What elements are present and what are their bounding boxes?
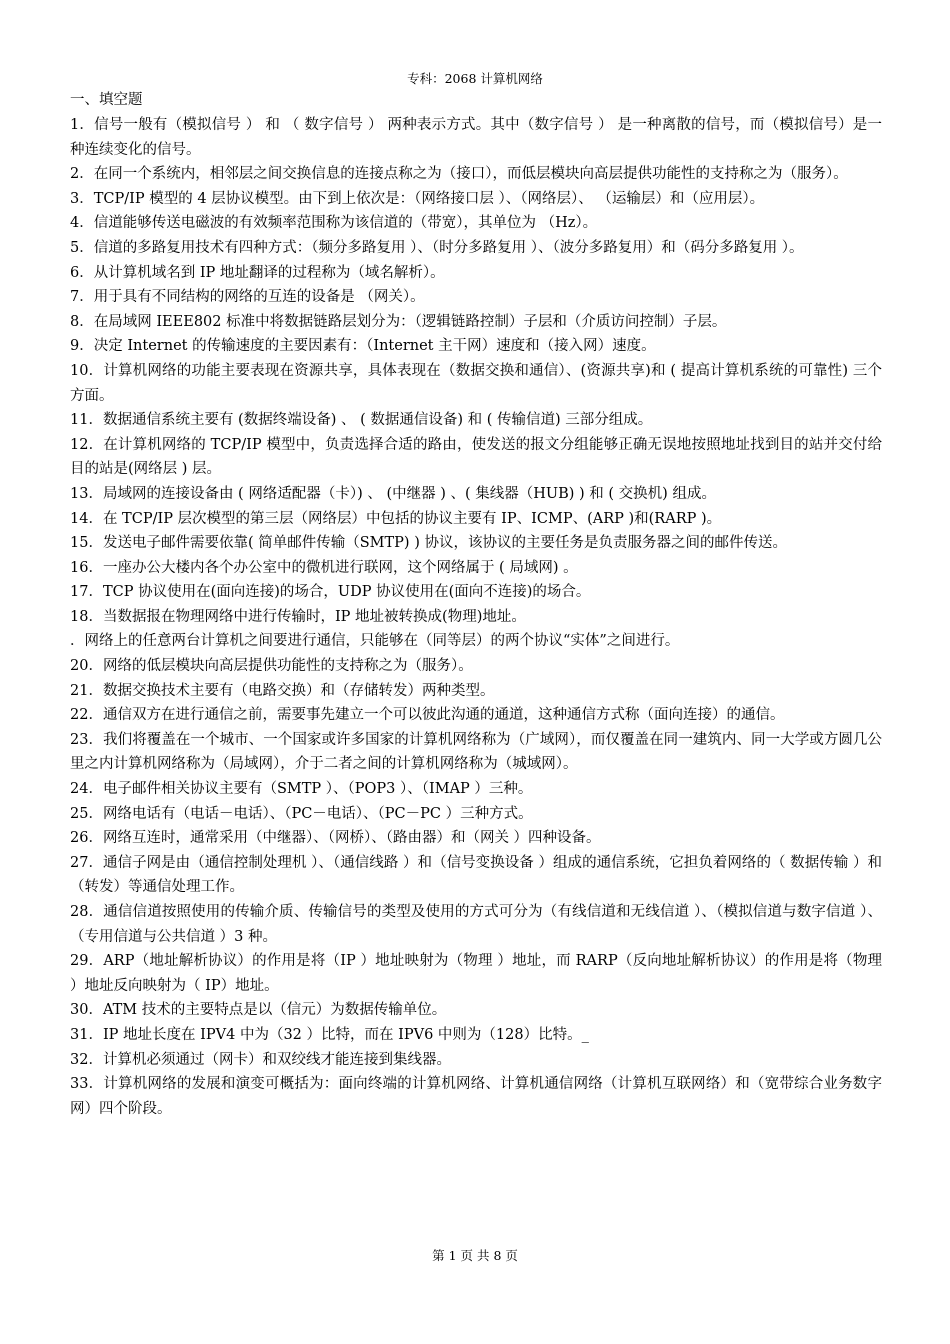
question-item: 2．在同一个系统内，相邻层之间交换信息的连接点称之为（接口），而低层模块向高层提供功能性的支持称之为（服务）。 [70,166,848,183]
question-item: 11．数据通信系统主要有 (数据终端设备) 、 ( 数据通信设备) 和 ( 传输信道) 三部分组成。 [70,412,653,429]
question-item: 28．通信信道按照使用的传输介质、传输信号的类型及使用的方式可分为（有线信道和无线信道 ）、（模拟信道与数字信道 ）、（专用信道与公共信道 ）3 种。 [70,904,882,945]
question-item: 13．局域网的连接设备由 ( 网络适配器（卡）) 、 (中继器 ) 、( 集线器（HUB) ) 和 ( 交换机) 组成。 [70,485,716,502]
question-item: 4．信道能够传送电磁波的有效频率范围称为该信道的（带宽），其单位为 （Hz）。 [70,215,598,232]
page-footer: 第 1 页 共 8 页 [432,1248,518,1263]
question-item: 5．信道的多路复用技术有四种方式：（频分多路复用 ）、（时分多路复用 ）、（波分多路复用）和（码分多路复用 ）。 [70,239,804,256]
question-item: 7．用于具有不同结构的网络的互连的设备是 （网关）。 [70,289,425,306]
question-item: 10．计算机网络的功能主要表现在资源共享，具体表现在（数据交换和通信）、(资源共享)和 ( 提高计算机系统的可靠性) 三个方面。 [70,362,882,404]
question-item: 30．ATM 技术的主要特点是以（信元）为数据传输单位。 [70,1002,447,1019]
question-item: ．网络上的任意两台计算机之间要进行通信，只能够在（同等层）的两个协议“实体”之间进行。 [70,633,680,650]
question-item: 15．发送电子邮件需要依靠( 简单邮件传输（SMTP) ) 协议，该协议的主要任务是负责服务器之间的邮件传送。 [70,535,787,552]
section-title: 一、填空题 [70,92,143,108]
question-item: 24．电子邮件相关协议主要有（SMTP ）、（POP3 ）、（IMAP ）三种。 [70,781,533,798]
question-item: 9．决定 Internet 的传输速度的主要因素有：（Internet 主干网）速度和（接入网）速度。 [70,338,656,355]
question-item: 23．我们将覆盖在一个城市、一个国家或许多国家的计算机网络称为（广域网），而仅覆盖在同一建筑内、同一大学或方圆几公里之内计算机网络称为（局域网），介于二者之间的计算机网络称为（城域网）。 [70,731,882,773]
question-item: 6．从计算机域名到 IP 地址翻译的过程称为（域名解析）。 [70,264,445,281]
question-item: 16．一座办公大楼内各个办公室中的微机进行联网，这个网络属于 ( 局域网) 。 [70,559,578,576]
question-item: 32．计算机必须通过（网卡）和双绞线才能连接到集线器。 [70,1051,451,1068]
question-item: 8．在局域网 IEEE802 标准中将数据链路层划分为：（逻辑链路控制）子层和（介质访问控制）子层。 [70,313,727,330]
question-item: 25．网络电话有（电话－电话）、（PC－电话）、（PC－PC ）三种方式。 [70,805,533,822]
question-item: 22．通信双方在进行通信之前，需要事先建立一个可以彼此沟通的通道，这种通信方式称（面向连接）的通信。 [70,707,785,724]
question-item: 26．网络互连时，通常采用（中继器）、（网桥）、（路由器）和（网关 ）四种设备。 [70,830,601,847]
question-item: 12．在计算机网络的 TCP/IP 模型中，负责选择合适的路由，使发送的报文分组能够正确无误地按照地址找到目的站并交付给目的站是(网络层 ) 层。 [70,436,882,478]
page-header: 专科：2068 计算机网络 [407,71,543,86]
question-item: 1．信号一般有（模拟信号 ） 和 （ 数字信号 ） 两种表示方式。其中（数字信号 ） 是一种离散的信号，而（模拟信号）是一种连续变化的信号。 [70,117,882,158]
question-item: 33．计算机网络的发展和演变可概括为：面向终端的计算机网络、计算机通信网络（计算机互联网络）和（宽带综合业务数字网）四个阶段。 [70,1076,882,1117]
question-item: 3．TCP/IP 模型的 4 层协议模型。由下到上依次是：（网络接口层 ）、（网络层）、 （运输层）和（应用层）。 [70,190,765,207]
question-list [70,113,882,1121]
question-item: 31．IP 地址长度在 IPV4 中为（32 ）比特，而在 IPV6 中则为（128）比特。_ [70,1026,589,1043]
question-item: 27．通信子网是由（通信控制处理机 ）、（通信线路 ）和（信号变换设备 ）组成的通信系统，它担负着网络的（ 数据传输 ）和（转发）等通信处理工作。 [70,854,882,896]
question-item: 17．TCP 协议使用在(面向连接)的场合，UDP 协议使用在(面向不连接)的场合。 [70,584,591,601]
question-item: 29．ARP（地址解析协议）的作用是将（IP ）地址映射为（物理 ）地址，而 RARP（反向地址解析协议）的作用是将（物理 ）地址反向映射为（ IP）地址。 [70,953,882,994]
question-item: 14．在 TCP/IP 层次模型的第三层（网络层）中包括的协议主要有 IP、ICMP、(ARP )和(RARP )。 [70,510,722,527]
question-item: 20．网络的低层模块向高层提供功能性的支持称之为（服务）。 [70,658,473,675]
question-item: 21．数据交换技术主要有（电路交换）和（存储转发）两种类型。 [70,682,495,699]
question-item: 18．当数据报在物理网络中进行传输时，IP 地址被转换成(物理)地址。 [70,608,526,625]
